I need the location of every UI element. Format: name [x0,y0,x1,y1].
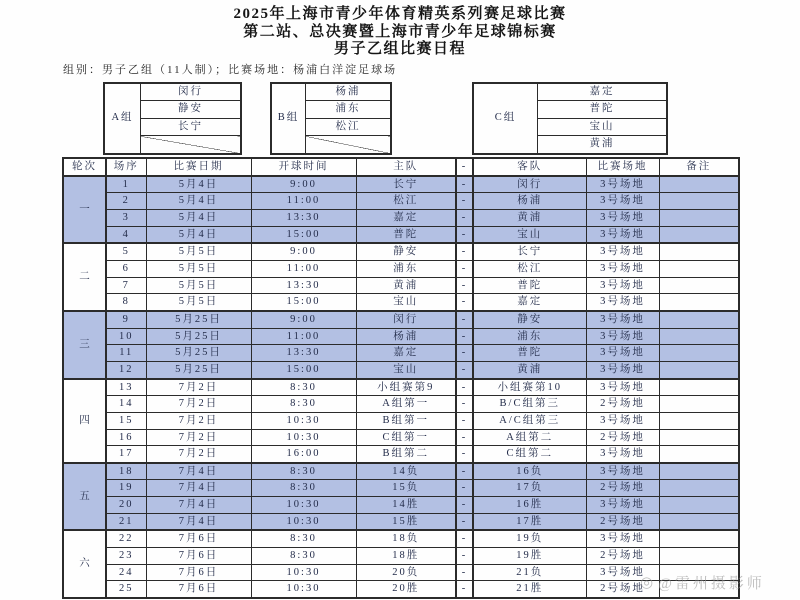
vs-cell: - [456,379,473,396]
time-cell: 9:00 [251,243,356,260]
away-team-cell: 长宁 [473,243,586,260]
time-cell: 8:30 [251,379,356,396]
group-row [473,83,667,101]
match-no-cell: 5 [106,243,146,260]
note-cell [659,311,739,328]
match-no-cell: 8 [106,294,146,311]
match-row [63,294,739,311]
header-vs: - [456,158,473,176]
match-no-cell: 9 [106,311,146,328]
note-cell [659,243,739,260]
note-cell [659,412,739,429]
match-row [63,277,739,294]
note-cell [659,226,739,243]
note-cell [659,277,739,294]
time-cell: 8:30 [251,463,356,480]
date-cell: 5月25日 [146,361,251,378]
venue-cell: 3号场地 [586,193,659,210]
date-cell: 7月6日 [146,564,251,581]
schedule-table [62,157,740,599]
header-venue: 比赛场地 [586,158,659,176]
vs-cell: - [456,243,473,260]
round-cell: 五 [63,463,106,531]
date-cell: 7月4日 [146,497,251,514]
home-team-cell: 14负 [356,463,456,480]
date-cell: 5月5日 [146,243,251,260]
match-no-cell: 14 [106,396,146,413]
vs-cell: - [456,581,473,598]
note-cell [659,513,739,530]
venue-cell: 3号场地 [586,294,659,311]
home-team-cell: 长宁 [356,176,456,193]
header-note: 备注 [659,158,739,176]
round-cell: 六 [63,530,106,598]
match-row [63,243,739,260]
group-label: B组 [271,83,306,154]
venue-cell: 2号场地 [586,581,659,598]
away-team-cell: 松江 [473,260,586,277]
away-team-cell: 嘉定 [473,294,586,311]
date-cell: 5月4日 [146,209,251,226]
note-cell [659,564,739,581]
match-no-cell: 3 [106,209,146,226]
away-team-cell: 21负 [473,564,586,581]
match-no-cell: 15 [106,412,146,429]
venue-cell: 3号场地 [586,497,659,514]
vs-cell: - [456,497,473,514]
match-row [63,260,739,277]
venue-cell: 2号场地 [586,513,659,530]
note-cell [659,328,739,345]
away-team-cell: C组第二 [473,446,586,463]
note-cell [659,463,739,480]
match-no-cell: 18 [106,463,146,480]
home-team-cell: 14胜 [356,497,456,514]
vs-cell: - [456,345,473,362]
group-team-cell: 长宁 [141,118,242,135]
match-no-cell: 2 [106,193,146,210]
date-cell: 7月4日 [146,513,251,530]
note-cell [659,260,739,277]
match-row [63,412,739,429]
away-team-cell: 黄浦 [473,209,586,226]
schedule-header [63,158,739,176]
match-no-cell: 1 [106,176,146,193]
home-team-cell: 嘉定 [356,345,456,362]
group-team-cell: 松江 [306,118,392,135]
home-team-cell: B组第二 [356,446,456,463]
time-cell: 8:30 [251,480,356,497]
match-no-cell: 19 [106,480,146,497]
home-team-cell: 闵行 [356,311,456,328]
time-cell: 11:00 [251,260,356,277]
group-table-2 [270,82,392,155]
match-row [63,446,739,463]
date-cell: 5月25日 [146,328,251,345]
match-no-cell: 16 [106,429,146,446]
match-row [63,564,739,581]
match-no-cell: 10 [106,328,146,345]
away-team-cell: 杨浦 [473,193,586,210]
home-team-cell: C组第一 [356,429,456,446]
group-row [104,83,241,101]
venue-cell: 3号场地 [586,277,659,294]
venue-cell: 3号场地 [586,412,659,429]
date-cell: 7月6日 [146,548,251,565]
date-cell: 7月4日 [146,480,251,497]
home-team-cell: 18负 [356,530,456,547]
date-cell: 7月4日 [146,463,251,480]
title-line-3: 男子乙组比赛日程 [333,41,466,57]
group-team-cell: 静安 [141,101,242,118]
vs-cell: - [456,564,473,581]
match-row [63,176,739,193]
round-cell: 四 [63,379,106,463]
venue-cell: 3号场地 [586,361,659,378]
venue-cell: 3号场地 [586,260,659,277]
away-team-cell: 普陀 [473,345,586,362]
time-cell: 10:30 [251,497,356,514]
date-cell: 7月2日 [146,429,251,446]
vs-cell: - [456,412,473,429]
away-team-cell: 浦东 [473,328,586,345]
match-no-cell: 20 [106,497,146,514]
match-row [63,396,739,413]
match-no-cell: 23 [106,548,146,565]
away-team-cell: 17胜 [473,513,586,530]
home-team-cell: 普陀 [356,226,456,243]
match-no-cell: 21 [106,513,146,530]
away-team-cell: 静安 [473,311,586,328]
time-cell: 10:30 [251,581,356,598]
match-no-cell: 12 [106,361,146,378]
note-cell [659,497,739,514]
vs-cell: - [456,429,473,446]
date-cell: 7月6日 [146,530,251,547]
away-team-cell: 小组赛第10 [473,379,586,396]
venue-cell: 3号场地 [586,209,659,226]
away-team-cell: 黄浦 [473,361,586,378]
vs-cell: - [456,277,473,294]
away-team-cell: 16胜 [473,497,586,514]
venue-cell: 2号场地 [586,396,659,413]
match-no-cell: 22 [106,530,146,547]
match-row [63,480,739,497]
time-cell: 9:00 [251,176,356,193]
time-cell: 15:00 [251,361,356,378]
match-no-cell: 7 [106,277,146,294]
watermark-logo-icon: ◎ [640,575,654,591]
home-team-cell: A组第一 [356,396,456,413]
group-team-cell: 浦东 [306,101,392,118]
empty-diagonal-cell [141,136,242,154]
home-team-cell: 宝山 [356,361,456,378]
away-team-cell: 宝山 [473,226,586,243]
match-row [63,497,739,514]
venue-cell: 2号场地 [586,480,659,497]
vs-cell: - [456,446,473,463]
vs-cell: - [456,209,473,226]
group-row [271,83,391,101]
vs-cell: - [456,361,473,378]
note-cell [659,396,739,413]
time-cell: 9:00 [251,311,356,328]
time-cell: 13:30 [251,277,356,294]
vs-cell: - [456,463,473,480]
date-cell: 7月2日 [146,379,251,396]
venue-cell: 3号场地 [586,463,659,480]
note-cell [659,294,739,311]
venue-cell: 2号场地 [586,429,659,446]
away-team-cell: A组第二 [473,429,586,446]
vs-cell: - [456,328,473,345]
match-row [63,361,739,378]
date-cell: 7月2日 [146,446,251,463]
match-no-cell: 11 [106,345,146,362]
note-cell [659,581,739,598]
home-team-cell: 宝山 [356,294,456,311]
group-team-cell: 宝山 [538,118,668,135]
match-row [63,345,739,362]
header-home-team: 主队 [356,158,456,176]
note-cell [659,548,739,565]
match-row [63,193,739,210]
vs-cell: - [456,396,473,413]
home-team-cell: 浦东 [356,260,456,277]
schedule-body [63,176,739,598]
title-line-1: 2025年上海市青少年体育精英系列赛足球比赛 [233,6,567,22]
header-kickoff-time: 开球时间 [251,158,356,176]
group-table-1 [103,82,242,155]
time-cell: 11:00 [251,193,356,210]
match-row [63,463,739,480]
date-cell: 5月4日 [146,176,251,193]
away-team-cell: 16负 [473,463,586,480]
match-no-cell: 13 [106,379,146,396]
home-team-cell: B组第一 [356,412,456,429]
venue-cell: 2号场地 [586,548,659,565]
date-cell: 5月5日 [146,294,251,311]
time-cell: 13:30 [251,209,356,226]
vs-cell: - [456,480,473,497]
note-cell [659,446,739,463]
vs-cell: - [456,513,473,530]
match-row [63,226,739,243]
time-cell: 15:00 [251,294,356,311]
date-cell: 7月2日 [146,412,251,429]
group-team-cell: 闵行 [141,83,242,101]
round-cell: 一 [63,176,106,244]
group-info-line: 组别：男子乙组（11人制）；比赛场地：杨浦白洋淀足球场 [63,64,398,76]
date-cell: 5月25日 [146,311,251,328]
venue-cell: 3号场地 [586,446,659,463]
group-label: C组 [473,83,538,154]
note-cell [659,379,739,396]
note-cell [659,361,739,378]
header-match-no: 场序 [106,158,146,176]
away-team-cell: A/C组第三 [473,412,586,429]
title-line-2: 第二站、总决赛暨上海市青少年足球锦标赛 [243,23,557,40]
match-no-cell: 17 [106,446,146,463]
header-date: 比赛日期 [146,158,251,176]
match-no-cell: 25 [106,581,146,598]
away-team-cell: 闵行 [473,176,586,193]
venue-cell: 3号场地 [586,311,659,328]
vs-cell: - [456,260,473,277]
home-team-cell: 20负 [356,564,456,581]
match-row [63,328,739,345]
home-team-cell: 杨浦 [356,328,456,345]
date-cell: 7月2日 [146,396,251,413]
date-cell: 5月25日 [146,345,251,362]
home-team-cell: 15胜 [356,513,456,530]
match-row [63,429,739,446]
home-team-cell: 15负 [356,480,456,497]
venue-cell: 3号场地 [586,176,659,193]
note-cell [659,345,739,362]
venue-cell: 3号场地 [586,530,659,547]
match-row [63,581,739,598]
note-cell [659,530,739,547]
header-away-team: 客队 [473,158,586,176]
vs-cell: - [456,530,473,547]
time-cell: 10:30 [251,412,356,429]
home-team-cell: 黄浦 [356,277,456,294]
venue-cell: 3号场地 [586,345,659,362]
match-row [63,311,739,328]
time-cell: 10:30 [251,429,356,446]
note-cell [659,193,739,210]
away-team-cell: 普陀 [473,277,586,294]
header-round: 轮次 [63,158,106,176]
match-no-cell: 6 [106,260,146,277]
home-team-cell: 18胜 [356,548,456,565]
note-cell [659,176,739,193]
date-cell: 5月5日 [146,260,251,277]
match-no-cell: 4 [106,226,146,243]
group-label: A组 [104,83,141,154]
time-cell: 8:30 [251,396,356,413]
group-team-cell: 黄浦 [538,136,668,154]
home-team-cell: 静安 [356,243,456,260]
away-team-cell: B/C组第三 [473,396,586,413]
home-team-cell: 20胜 [356,581,456,598]
date-cell: 7月6日 [146,581,251,598]
match-row [63,379,739,396]
time-cell: 11:00 [251,328,356,345]
vs-cell: - [456,226,473,243]
away-team-cell: 17负 [473,480,586,497]
time-cell: 13:30 [251,345,356,362]
home-team-cell: 嘉定 [356,209,456,226]
venue-cell: 3号场地 [586,564,659,581]
time-cell: 8:30 [251,530,356,547]
venue-cell: 3号场地 [586,379,659,396]
group-team-cell: 杨浦 [306,83,392,101]
round-cell: 三 [63,311,106,379]
time-cell: 8:30 [251,548,356,565]
time-cell: 15:00 [251,226,356,243]
vs-cell: - [456,311,473,328]
away-team-cell: 21胜 [473,581,586,598]
schedule-header-row [63,158,739,176]
watermark-text: @雷州摄影师 [658,576,765,592]
note-cell [659,480,739,497]
vs-cell: - [456,176,473,193]
match-row [63,513,739,530]
away-team-cell: 19负 [473,530,586,547]
note-cell [659,209,739,226]
venue-cell: 3号场地 [586,226,659,243]
time-cell: 16:00 [251,446,356,463]
round-cell: 二 [63,243,106,311]
venue-cell: 3号场地 [586,328,659,345]
match-row [63,530,739,547]
home-team-cell: 松江 [356,193,456,210]
match-row [63,548,739,565]
group-team-cell: 普陀 [538,101,668,118]
vs-cell: - [456,548,473,565]
time-cell: 10:30 [251,513,356,530]
venue-cell: 3号场地 [586,243,659,260]
document-title [0,6,800,59]
away-team-cell: 19胜 [473,548,586,565]
note-cell [659,429,739,446]
date-cell: 5月4日 [146,193,251,210]
date-cell: 5月4日 [146,226,251,243]
time-cell: 10:30 [251,564,356,581]
home-team-cell: 小组赛第9 [356,379,456,396]
vs-cell: - [456,294,473,311]
match-no-cell: 24 [106,564,146,581]
date-cell: 5月5日 [146,277,251,294]
empty-diagonal-cell [306,136,392,154]
group-team-cell: 嘉定 [538,83,668,101]
match-row [63,209,739,226]
vs-cell: - [456,193,473,210]
group-table-3 [472,82,668,155]
